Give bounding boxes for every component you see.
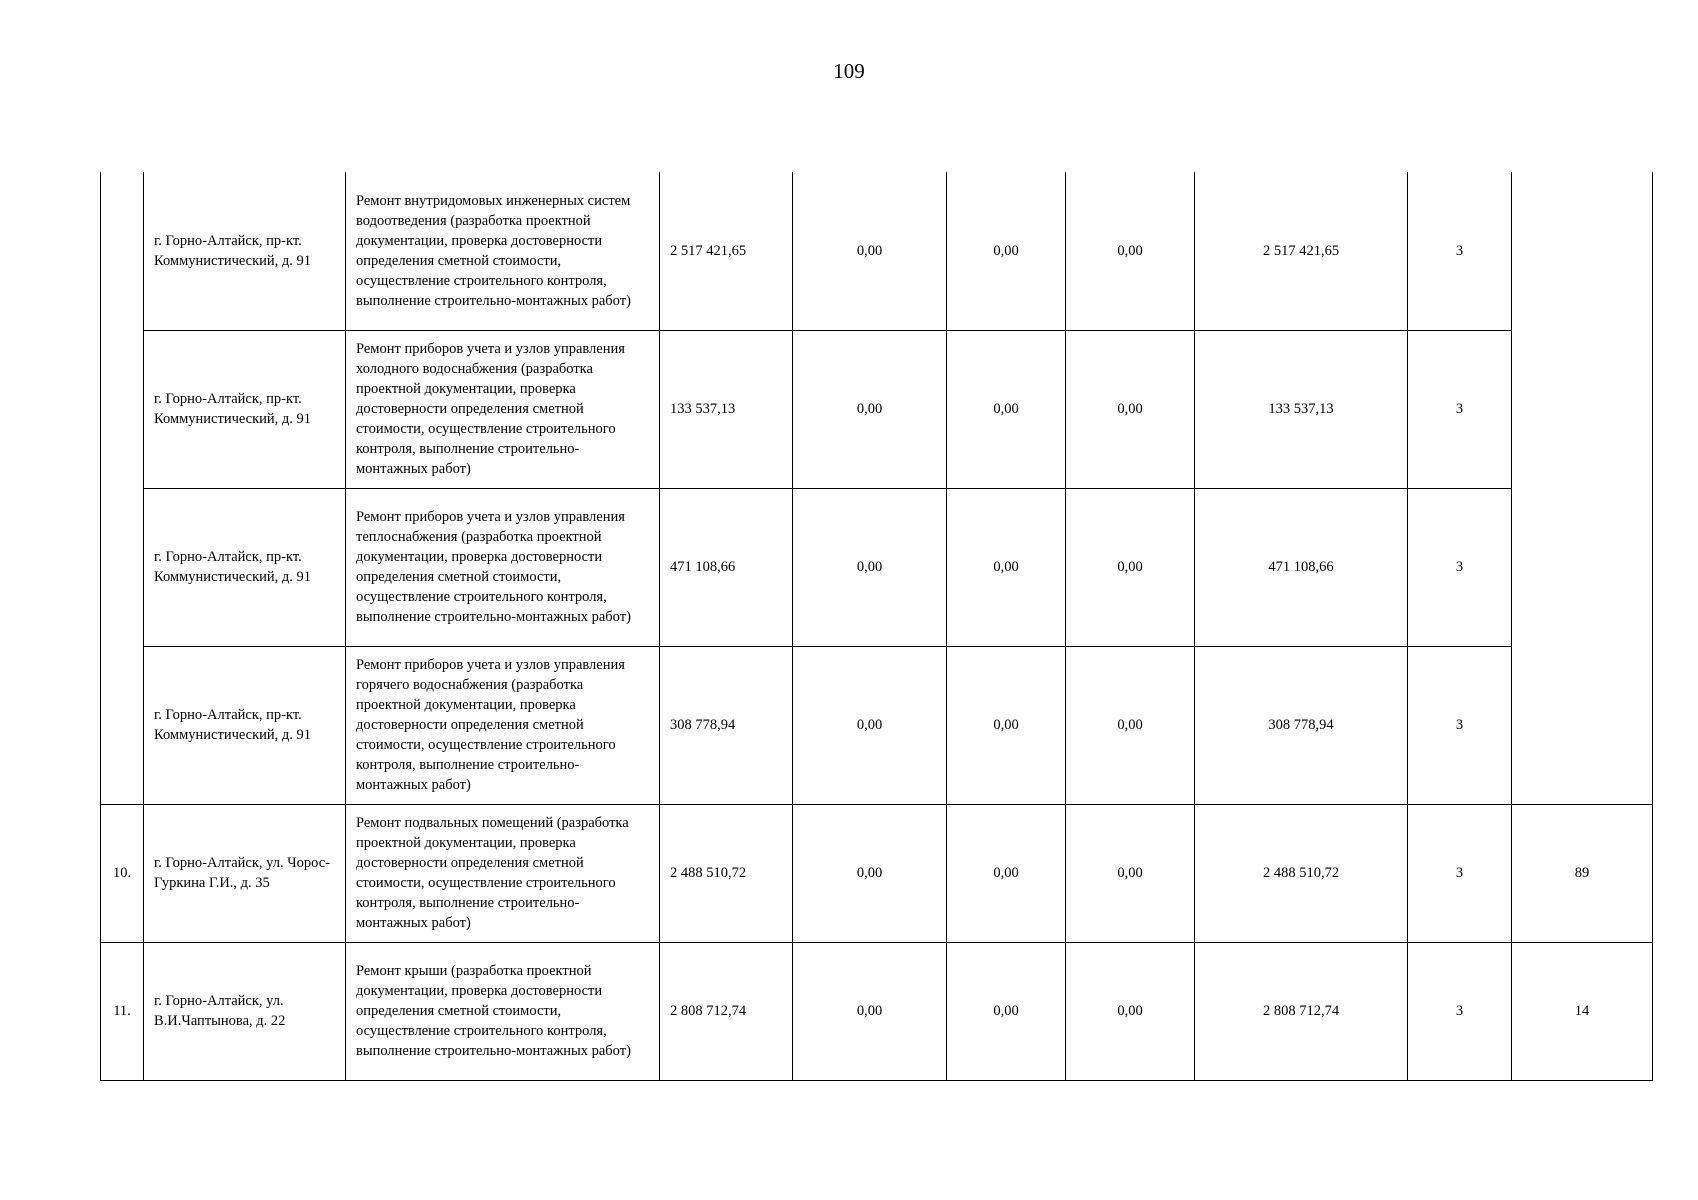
final-cost: 2 488 510,72	[1262, 865, 1340, 881]
value-cell-1	[793, 942, 947, 1080]
final-cost-cell	[1195, 804, 1408, 942]
work-text: Ремонт крыши (разработка проектной документации, проверка достоверности определения сметной стоимости, осуществление строительного контроля, выполнение строительно-монтажных работ)	[356, 963, 631, 1059]
address-cell	[144, 172, 346, 330]
last-column-cell	[1512, 172, 1653, 804]
row-number: 10.	[112, 865, 132, 881]
total-cost-cell	[660, 172, 793, 330]
year-cell	[1408, 942, 1512, 1080]
total-cost: 2 488 510,72	[670, 865, 747, 881]
total-cost-cell	[660, 942, 793, 1080]
table-row	[101, 330, 1653, 488]
address-cell	[144, 942, 346, 1080]
work-cell	[346, 804, 660, 942]
value-cell-3	[1066, 646, 1195, 804]
value-cell-1	[793, 646, 947, 804]
total-cost-cell	[660, 488, 793, 646]
final-cost: 2 517 421,65	[1262, 242, 1340, 259]
value-3: 0,00	[1117, 1003, 1143, 1019]
value-cell-3	[1066, 942, 1195, 1080]
table-row	[101, 646, 1653, 804]
total-cost-cell	[660, 330, 793, 488]
address-cell	[144, 804, 346, 942]
year-value: 3	[1455, 865, 1464, 881]
total-cost: 133 537,13	[670, 401, 736, 417]
table-row	[101, 942, 1653, 1080]
work-text: Ремонт внутридомовых инженерных систем водоотведения (разработка проектной документации, проверка достоверности определения сметной стоимости, осуществление строительного контроля, выполнение строительно-монтажных работ)	[356, 192, 631, 309]
table-row	[101, 488, 1653, 646]
work-text: Ремонт приборов учета и узлов управления холодного водоснабжения (разработка проектной документации, проверка достоверности определения сметной стоимости, осуществление строительного контроля, выполнение строительно-монтажных работ)	[356, 341, 625, 477]
total-cost: 308 778,94	[670, 717, 736, 733]
final-cost: 308 778,94	[1268, 717, 1334, 733]
value-cell-1	[793, 804, 947, 942]
value-2: 0,00	[993, 717, 1019, 733]
value-1: 0,00	[856, 1003, 883, 1019]
value-cell-3	[1066, 804, 1195, 942]
value-2: 0,00	[993, 865, 1019, 881]
value-2: 0,00	[993, 559, 1019, 575]
address-text: г. Горно-Алтайск, ул. В.И.Чаптынова, д. 22	[154, 993, 286, 1029]
row-number: 11.	[113, 1003, 131, 1019]
work-cell	[346, 488, 660, 646]
final-cost-cell	[1195, 488, 1408, 646]
value-2: 0,00	[993, 401, 1019, 417]
address-text: г. Горно-Алтайск, пр-кт. Коммунистический, д. 91	[154, 549, 312, 585]
year-value: 3	[1455, 401, 1464, 417]
value-2: 0,00	[993, 1003, 1019, 1019]
page-number: 109	[833, 59, 865, 83]
row-number-cell	[101, 172, 144, 804]
value-cell-2	[947, 488, 1066, 646]
year-cell	[1408, 488, 1512, 646]
value-1: 0,00	[856, 865, 883, 881]
work-cell	[346, 646, 660, 804]
total-cost-cell	[660, 804, 793, 942]
final-cost: 2 808 712,74	[1262, 1003, 1340, 1019]
value-1: 0,00	[856, 717, 883, 733]
final-cost-cell	[1195, 942, 1408, 1080]
final-cost: 133 537,13	[1268, 401, 1334, 417]
value-cell-2	[947, 330, 1066, 488]
final-cost-cell	[1195, 646, 1408, 804]
value-cell-2	[947, 942, 1066, 1080]
table-row	[101, 172, 1653, 330]
value-3: 0,00	[1117, 559, 1143, 575]
row-number-cell	[101, 942, 144, 1080]
value-1: 0,00	[856, 242, 883, 259]
value-1: 0,00	[856, 401, 883, 417]
value-3: 0,00	[1117, 865, 1143, 881]
work-text: Ремонт приборов учета и узлов управления теплоснабжения (разработка проектной документации, проверка достоверности определения сметной стоимости, осуществление строительного контроля, выполнение строительно-монтажных работ)	[356, 509, 631, 625]
work-cell	[346, 942, 660, 1080]
last-value: 89	[1574, 865, 1590, 881]
address-cell	[144, 330, 346, 488]
work-cell	[346, 330, 660, 488]
year-cell	[1408, 172, 1512, 330]
value-1: 0,00	[856, 559, 883, 575]
works-table	[100, 172, 1653, 1081]
value-3: 0,00	[1117, 717, 1143, 733]
total-cost: 2 517 421,65	[670, 242, 747, 259]
address-text: г. Горно-Алтайск, пр-кт. Коммунистический, д. 91	[154, 707, 312, 743]
last-column-cell	[1512, 804, 1653, 942]
year-value: 3	[1455, 242, 1464, 259]
value-cell-1	[793, 488, 947, 646]
address-text: г. Горно-Алтайск, пр-кт. Коммунистический, д. 91	[154, 391, 312, 427]
address-cell	[144, 646, 346, 804]
row-number-cell	[101, 804, 144, 942]
final-cost-cell	[1195, 172, 1408, 330]
address-text: г. Горно-Алтайск, ул. Чорос-Гуркина Г.И., д. 35	[154, 855, 331, 891]
last-value: 14	[1574, 1003, 1590, 1019]
value-cell-1	[793, 330, 947, 488]
year-value: 3	[1455, 559, 1464, 575]
year-value: 3	[1455, 1003, 1464, 1019]
final-cost: 471 108,66	[1268, 559, 1334, 575]
value-cell-2	[947, 172, 1066, 330]
address-cell	[144, 488, 346, 646]
value-cell-1	[793, 172, 947, 330]
total-cost: 2 808 712,74	[670, 1003, 747, 1019]
year-cell	[1408, 646, 1512, 804]
value-cell-3	[1066, 330, 1195, 488]
value-3: 0,00	[1117, 401, 1143, 417]
value-cell-2	[947, 646, 1066, 804]
value-2: 0,00	[993, 242, 1019, 259]
value-cell-3	[1066, 488, 1195, 646]
last-column-cell	[1512, 942, 1653, 1080]
total-cost-cell	[660, 646, 793, 804]
table-row	[101, 804, 1653, 942]
value-cell-2	[947, 804, 1066, 942]
work-text: Ремонт приборов учета и узлов управления горячего водоснабжения (разработка проектной документации, проверка достоверности определения сметной стоимости, осуществление строительного контроля, выполнение строительно-монтажных работ)	[356, 657, 625, 793]
work-text: Ремонт подвальных помещений (разработка проектной документации, проверка достоверности определения сметной стоимости, осуществление строительного контроля, выполнение строительно-монтажных работ)	[356, 815, 629, 931]
year-cell	[1408, 804, 1512, 942]
work-cell	[346, 172, 660, 330]
value-3: 0,00	[1117, 242, 1143, 259]
final-cost-cell	[1195, 330, 1408, 488]
total-cost: 471 108,66	[670, 559, 736, 575]
value-cell-3	[1066, 172, 1195, 330]
year-cell	[1408, 330, 1512, 488]
address-text: г. Горно-Алтайск, пр-кт. Коммунистический, д. 91	[154, 232, 312, 269]
year-value: 3	[1455, 717, 1464, 733]
